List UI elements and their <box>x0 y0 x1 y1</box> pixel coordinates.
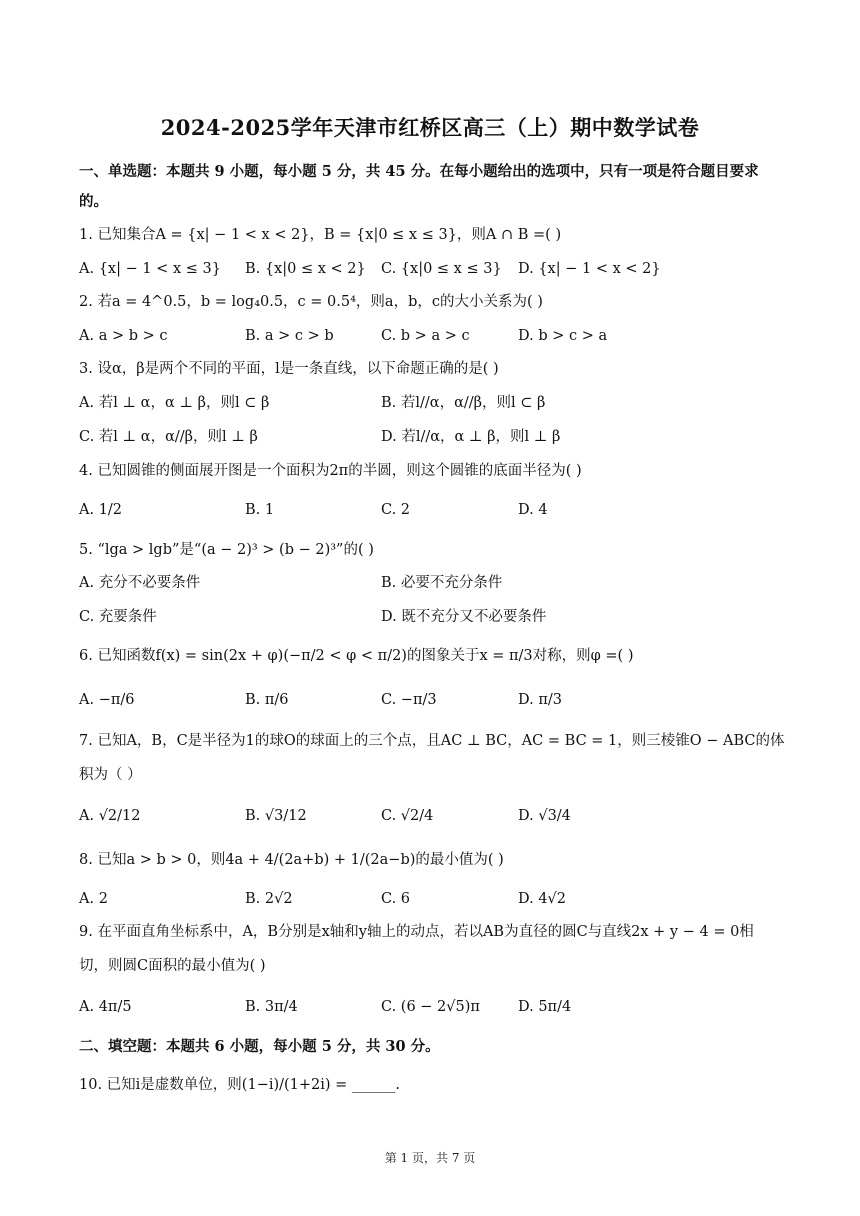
question-1-stem: 1. 已知集合A = {x| − 1 < x < 2}，B = {x|0 ≤ x ≤ 3}，则A ∩ B =( ) <box>79 227 562 243</box>
question-8-option-c: C. 6 <box>381 891 411 907</box>
question-7-option-c: C. √2/4 <box>381 808 434 824</box>
question-9-option-d: D. 5π/4 <box>518 999 572 1015</box>
question-7-stem: 7. 已知A，B，C是半径为1的球O的球面上的三个点，且AC ⊥ BC，AC = BC = 1，则三棱锥O − ABC的体 <box>79 733 785 749</box>
question-9-option-a: A. 4π/5 <box>79 999 132 1015</box>
question-7-stem-cont: 积为（ ） <box>79 767 142 783</box>
question-2-option-c: C. b > a > c <box>381 328 470 344</box>
section1-heading: 一、单选题：本题共 9 小题，每小题 5 分，共 45 分。在每小题给出的选项中，只有一项是符合题目要求 <box>79 163 759 180</box>
question-3-option-a: A. 若l ⊥ α，α ⊥ β，则l ⊂ β <box>79 395 270 411</box>
question-5-option-c: C. 充要条件 <box>79 609 157 625</box>
question-5-option-a: A. 充分不必要条件 <box>79 575 201 591</box>
question-6-option-b: B. π/6 <box>245 692 289 708</box>
question-1-option-b: B. {x|0 ≤ x < 2} <box>245 261 366 277</box>
question-7-option-d: D. √3/4 <box>518 808 571 824</box>
question-4-option-b: B. 1 <box>245 502 275 518</box>
question-1-option-d: D. {x| − 1 < x < 2} <box>518 261 661 277</box>
question-5-option-d: D. 既不充分又不必要条件 <box>381 609 547 625</box>
question-7-option-b: B. √3/12 <box>245 808 307 824</box>
question-6-option-c: C. −π/3 <box>381 692 437 708</box>
question-9-option-c: C. (6 − 2√5)π <box>381 999 480 1015</box>
question-8-stem: 8. 已知a > b > 0，则4a + 4/(2a+b) + 1/(2a−b)的最小值为( ) <box>79 852 504 868</box>
question-6-option-d: D. π/3 <box>518 692 562 708</box>
question-9-stem-cont: 切，则圆C面积的最小值为( ) <box>79 958 266 974</box>
question-7-option-a: A. √2/12 <box>79 808 141 824</box>
question-5-stem: 5. “lga > lgb”是“(a − 2)³ > (b − 2)³”的( ) <box>79 542 374 558</box>
question-3-option-d: D. 若l//α，α ⊥ β，则l ⊥ β <box>381 429 561 445</box>
question-4-option-a: A. 1/2 <box>79 502 123 518</box>
question-3-option-c: C. 若l ⊥ α，α//β，则l ⊥ β <box>79 429 258 445</box>
question-9-stem: 9. 在平面直角坐标系中，A，B分别是x轴和y轴上的动点，若以AB为直径的圆C与直线2x + y − 4 = 0相 <box>79 924 754 940</box>
question-10-stem: 10. 已知i是虚数单位，则(1−i)/(1+2i) = ______. <box>79 1077 401 1093</box>
question-2-option-b: B. a > c > b <box>245 328 334 344</box>
question-4-option-d: D. 4 <box>518 502 548 518</box>
question-3-stem: 3. 设α，β是两个不同的平面，l是一条直线，以下命题正确的是( ) <box>79 361 499 377</box>
question-6-option-a: A. −π/6 <box>79 692 135 708</box>
question-4-stem: 4. 已知圆锥的侧面展开图是一个面积为2π的半圆，则这个圆锥的底面半径为( ) <box>79 463 582 479</box>
question-5-option-b: B. 必要不充分条件 <box>381 575 503 591</box>
question-3-option-b: B. 若l//α，α//β，则l ⊂ β <box>381 395 546 411</box>
question-1-option-c: C. {x|0 ≤ x ≤ 3} <box>381 261 502 277</box>
question-1-option-a: A. {x| − 1 < x ≤ 3} <box>79 261 221 277</box>
question-9-option-b: B. 3π/4 <box>245 999 298 1015</box>
question-8-option-d: D. 4√2 <box>518 891 567 907</box>
section2-heading: 二、填空题：本题共 6 小题，每小题 5 分，共 30 分。 <box>79 1038 440 1055</box>
section1-heading-cont: 的。 <box>79 193 108 210</box>
question-6-stem: 6. 已知函数f(x) = sin(2x + φ)(−π/2 < φ < π/2)的图象关于x = π/3对称，则φ =( ) <box>79 648 634 664</box>
question-8-option-a: A. 2 <box>79 891 108 907</box>
question-4-option-c: C. 2 <box>381 502 411 518</box>
question-2-option-d: D. b > c > a <box>518 328 608 344</box>
question-2-stem: 2. 若a = 4^0.5，b = log₄0.5，c = 0.5⁴，则a，b，c的大小关系为( ) <box>79 294 543 310</box>
exam-title: 2024-2025学年天津市红桥区高三（上）期中数学试卷 <box>160 115 700 140</box>
page-footer: 第 1 页，共 7 页 <box>384 1151 476 1165</box>
question-2-option-a: A. a > b > c <box>79 328 168 344</box>
question-8-option-b: B. 2√2 <box>245 891 293 907</box>
